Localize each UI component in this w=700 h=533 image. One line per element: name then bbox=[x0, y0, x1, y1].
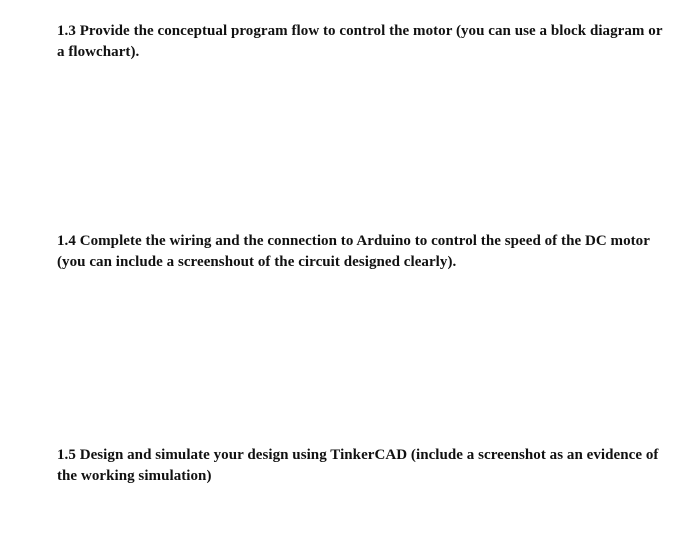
question-1-4: 1.4 Complete the wiring and the connection to Arduino to control the speed of the DC motor (you can include a screenshout of the circuit designed clearly). bbox=[57, 233, 650, 270]
question-1-3: 1.3 Provide the conceptual program flow to control the motor (you can use a block diagram or a flowchart). bbox=[57, 23, 663, 60]
question-1-5: 1.5 Design and simulate your design using TinkerCAD (include a screenshot as an evidence of the working simulation) bbox=[57, 447, 659, 484]
